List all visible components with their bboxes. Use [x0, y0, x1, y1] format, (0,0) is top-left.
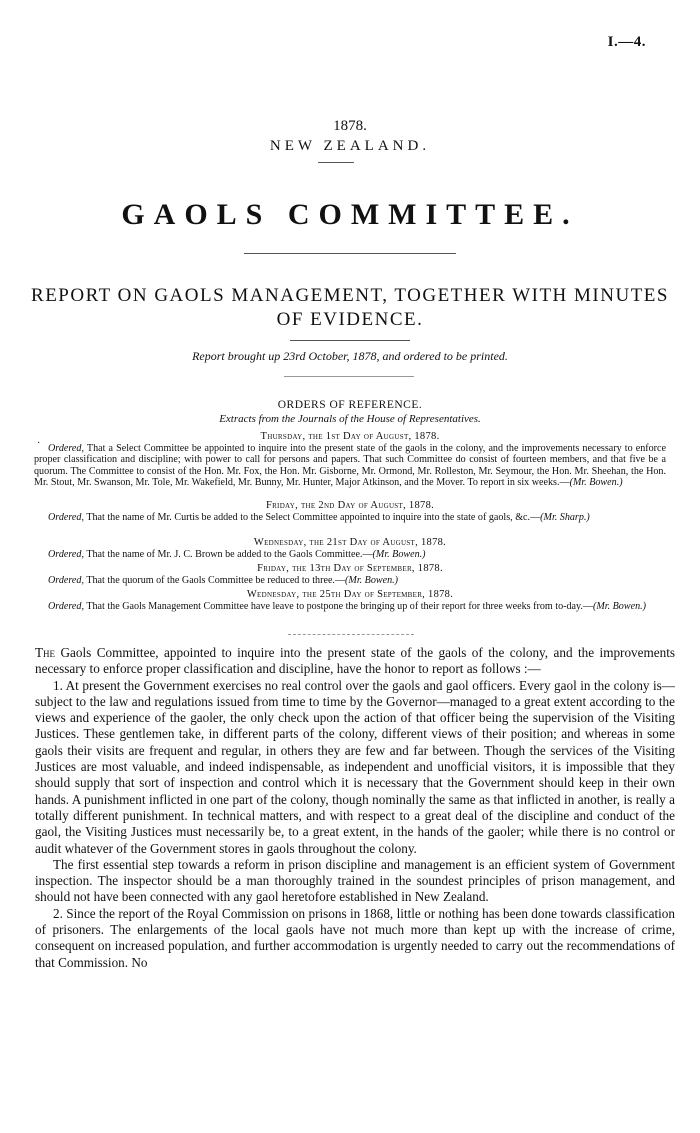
report-opening	[35, 645, 675, 678]
year: 1878.	[333, 118, 367, 134]
order-lead: Ordered,	[48, 601, 84, 612]
report-paragraph: 2. Since the report of the Royal Commission on prisons in 1868, little or nothing has been done towards classification of prisoners. The enlargements of the local gaols have not much more than kept up with the increase of crime, consequent on increased population, and further accommodation is urgently needed to carry out the recommendations of that Commission. No	[35, 905, 675, 970]
divider	[244, 253, 456, 254]
order-date: Wednesday, the 21st Day of August, 1878.	[253, 537, 447, 548]
order-lead: Ordered,	[48, 549, 84, 560]
margin-mark: ·	[37, 438, 41, 449]
order-entry	[34, 575, 666, 586]
order-date: Friday, the 2nd Day of August, 1878.	[265, 500, 435, 511]
page-reference: I.—4.	[607, 34, 646, 50]
order-entry	[34, 601, 666, 612]
order-text: That the quorum of the Gaols Committee be reduced to three.—	[83, 575, 346, 586]
order-text: That the Gaols Management Committee have leave to postpone the bringing up of their report for three weeks from to-day.—	[83, 601, 594, 612]
order-date: Friday, the 13th Day of September, 1878.	[257, 563, 443, 574]
order-entry	[34, 512, 666, 523]
report-paragraph: The first essential step towards a reform in prison discipline and management is an efficient system of Government inspection. The inspector should be a man thoroughly trained in the soundest principles of prison management, and should not have been connected with any gaol heretofore established in New Zealand.	[35, 856, 675, 905]
divider	[284, 376, 414, 377]
order-entry	[34, 549, 666, 560]
order-text: That the name of Mr. J. C. Brown be added to the Gaols Committee.—	[83, 549, 373, 560]
opening-word: The	[35, 645, 56, 660]
order-date: Thursday, the 1st Day of August, 1878.	[260, 431, 440, 442]
order-lead: Ordered,	[48, 512, 84, 523]
order-mover: (Mr. Bowen.)	[569, 477, 623, 489]
order-mover: (Mr. Sharp.)	[540, 512, 590, 523]
opening-text: Gaols Committee, appointed to inquire into the present state of the gaols of the colony, and the improvements necessary to enforce proper classification and discipline, have the honor to report as follows :—	[35, 645, 675, 677]
order-lead: Ordered,	[48, 575, 84, 586]
orders-heading: ORDERS OF REFERENCE.	[277, 399, 423, 411]
order-text: That the name of Mr. Curtis be added to the Select Committee appointed to inquire into the state of gaols, &c.—	[83, 512, 541, 523]
report-brought-up: Report brought up 23rd October, 1878, and ordered to be printed.	[192, 349, 508, 363]
order-text: That a Select Committee be appointed to inquire into the present state of the gaols in the colony, and the improvements necessary to enforce proper classification and discipline; with power to call for persons and papers. That such Committee do consist of fourteen members, and that five be a quorum. The Committee to consist of the Hon. Mr. Fox, the Hon. Mr. Gisborne, Mr. Ormond, Mr. Rolleston, Mr. Seymour, the Hon. Mr. Sheehan, the Hon. Mr. Stout, Mr. Swanson, Mr. Tole, Mr. Wakefield, Mr. Bunny, Mr. Hunter, Major Atkinson, and the Mover. To report in six weeks.—	[34, 443, 666, 489]
country-heading: NEW ZEALAND.	[269, 138, 431, 154]
order-lead: Ordered,	[48, 443, 84, 454]
document-title: GAOLS COMMITTEE.	[121, 198, 579, 231]
order-entry	[34, 443, 666, 489]
divider	[290, 340, 410, 341]
divider	[318, 162, 354, 163]
order-mover: (Mr. Bowen.)	[372, 549, 426, 560]
report-body	[35, 645, 675, 971]
order-date: Wednesday, the 25th Day of September, 1878.	[246, 589, 454, 600]
divider	[288, 634, 414, 635]
report-paragraph: 1. At present the Government exercises no real control over the gaols and gaol officers. Every gaol in the colony is—subject to the law and regulations issued from time to time by the Governor—managed to a great extent according to the views and experience of the gaoler, the only check upon the action of that officer being the supervision of the Visiting Justices. These gentlemen take, in different parts of the colony, different views of their position; and whereas in some gaols their visits are frequent and regular, in others they are few and far between. Though the services of the Visiting Justices are most valuable, and indeed indispensable, as independent and unofficial visitors, it is impossible that they should supply that sort of inspection and control which it is necessary that the Government should keep in their own hands. A punishment inflicted in one part of the colony, though nominally the same as that inflicted in another, is really a totally different punishment. In technical matters, and with respect to a great deal of the discipline and conduct of the gaol, the Visiting Justices must necessarily be, to a great extent, in the hands of the gaoler; while there is no control or audit whatever of the Government stores in gaols throughout the colony.	[35, 677, 675, 856]
order-mover: (Mr. Bowen.)	[345, 575, 399, 586]
orders-extracts-line: Extracts from the Journals of the House of Representatives.	[219, 413, 481, 425]
document-subtitle: REPORT ON GAOLS MANAGEMENT, TOGETHER WITH MINUTES OF EVIDENCE.	[31, 285, 669, 330]
order-mover: (Mr. Bowen.)	[593, 601, 646, 612]
